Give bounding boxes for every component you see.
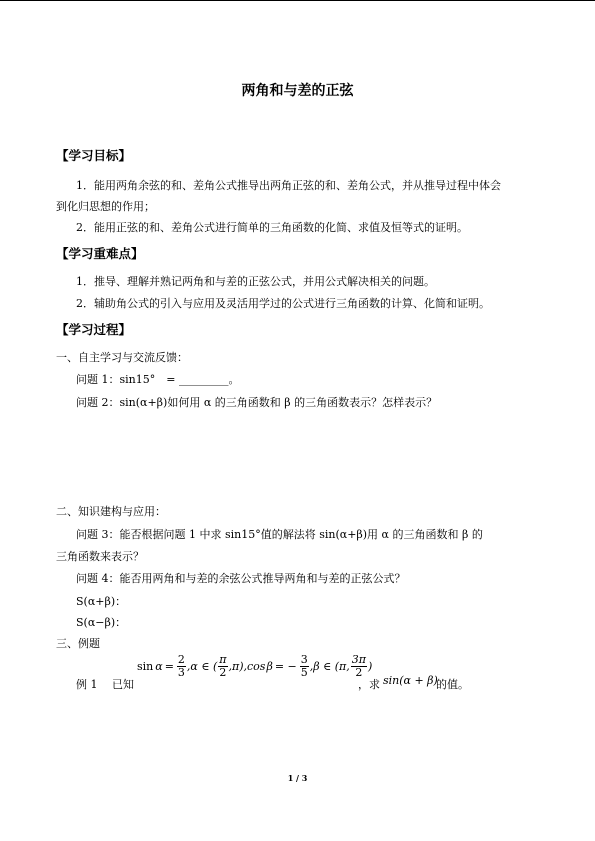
keypoint-item-2: 2．辅助角公式的引入与应用及灵活用学过的公式进行三角函数的计算、化简和证明。 [76,297,490,310]
part3-heading: 三、例题 [56,637,100,650]
keypoints-heading: 【学习重难点】 [56,246,144,261]
question-4: 问题 4：能否用两角和与差的余弦公式推导两角和与差的正弦公式？ [76,572,406,585]
question-2: 问题 2：sin(α+β)如何用 α 的三角函数和 β 的三角函数表示？怎样表示？ [76,396,438,409]
fraction-pi-2-denominator: 2 [219,666,227,679]
formula-eq: = [164,660,174,673]
example-1-label: 例 1 已知 [76,678,134,691]
formula-alpha: α [155,660,163,673]
process-heading: 【学习过程】 [56,322,132,337]
question-3-cont: 三角函数来表示？ [56,550,144,563]
fraction-3-5-denominator: 5 [300,666,308,679]
formula-close: ) [368,660,373,673]
goals-heading: 【学习目标】 [56,148,132,163]
example-1-ask-prefix: ，求 [358,678,380,691]
fraction-3-5-numerator: 3 [300,653,308,666]
example-1-ask-suffix: 的值。 [436,678,469,691]
top-rule [0,0,595,1]
s-alpha-plus-beta: S(α+β)： [76,595,127,608]
fraction-pi-2-numerator: π [219,653,227,666]
formula-eq-neg: = − [274,660,297,673]
formula-pi-cos: ,π),cos [228,660,266,673]
fraction-2-3-numerator: 2 [177,653,185,666]
question-1: 问题 1：sin15° = _________。 [76,373,240,386]
example-1-ask-expr: sin(α + β) [383,674,438,687]
goal-item-2: 2．能用正弦的和、差角公式进行简单的三角函数的化简、求值及恒等式的证明。 [76,221,468,234]
formula-sin: sin [137,660,154,673]
fraction-pi-2 [218,654,227,679]
question-3: 问题 3：能否根据问题 1 中求 sin15°值的解法将 sin(α+β)用 α 的三角函数和 β 的 [76,528,483,541]
part1-heading: 一、自主学习与交流反馈： [56,351,188,364]
goal-item-1-cont: 到化归思想的作用； [56,200,155,213]
formula-alpha-in: ,α ∈ ( [186,660,218,673]
fraction-2-3-denominator: 3 [177,666,185,679]
fraction-2-3 [177,654,186,679]
fraction-3-5 [300,654,309,679]
part2-heading: 二、知识建构与应用： [56,505,166,518]
keypoint-item-1: 1．推导、理解并熟记两角和与差的正弦公式，并用公式解决相关的问题。 [76,275,435,288]
fraction-3pi-2-denominator: 2 [355,666,363,679]
goal-item-1: 1．能用两角余弦的和、差角公式推导出两角正弦的和、差角公式，并从推导过程中体会 [76,179,501,192]
formula-beta-in: ,β ∈ (π, [309,660,350,673]
s-alpha-minus-beta: S(α−β)： [76,616,127,629]
example-1-formula [137,654,372,679]
page-title: 两角和与差的正弦 [241,83,354,99]
formula-beta: β [266,660,273,673]
page-number: 1 / 3 [287,773,308,783]
fraction-3pi-2-numerator: 3π [351,653,366,666]
